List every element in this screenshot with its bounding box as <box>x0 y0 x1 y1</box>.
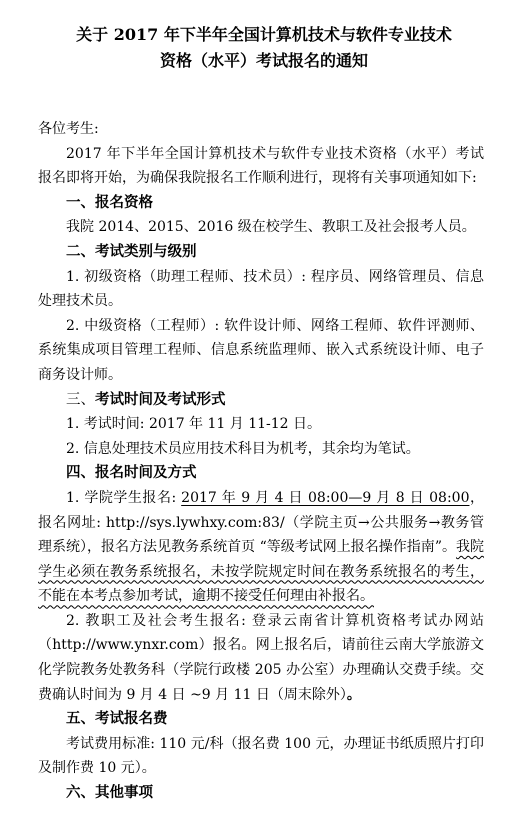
section-2-heading: 二、考试类别与级别 <box>66 242 197 260</box>
section-3-heading <box>38 388 484 413</box>
section-1-text: 我院 2014、2015、2016 级在校学生、教职工及社会报考人员。 <box>66 219 476 236</box>
section-4-item-2-main: 2. 教职工及社会考生报名: 登录云南省计算机资格考试办网站（http://www.ynxr.com）报名。网上报名后，请前往云南大学旅游文化学院教务处教务科（学院行政楼 205 办公室）办理确认交费手续。交费确认时间为 9 月 4 日 ~9 月 11 日（周末除外） <box>38 612 484 703</box>
section-2-item-2: 2. 中级资格（工程师）: 软件设计师、网络工程师、软件评测师、系统集成项目管理工程师、信息系统监理师、嵌入式系统设计师、电子商务设计师。 <box>38 317 484 383</box>
registration-warning: 我院学生必须在教务系统报名，未按学院规定时间在教务系统报名的考生，不能在本考点参加考试，逾期不接受任何理由补报名。 <box>38 539 485 605</box>
section-4-item-2-end: 。 <box>346 686 361 703</box>
section-4-item-1-rest: ，报名网址: http://sys.lywhxy.com:83/（学院主页→公共服务→教务管理系统），报名方法见教务系统首页 “等级考试网上报名操作指南”。 <box>38 489 485 556</box>
section-3-heading-prefix: 三、 <box>66 391 95 408</box>
section-2-item-1: 1. 初级资格（助理工程师、技术员）: 程序员、网络管理员、信息处理技术员。 <box>38 268 484 310</box>
section-4-heading: 四、报名时间及方式 <box>66 464 197 482</box>
section-3-heading-main: 考试时间及考试形式 <box>95 390 226 408</box>
intro-paragraph: 2017 年下半年全国计算机技术与软件专业技术资格（水平）考试报名即将开始，为确保我院报名工作顺利进行，现将有关事项通知如下: <box>38 145 484 187</box>
section-5-heading: 五、考试报名费 <box>66 710 168 728</box>
section-4-item-2 <box>38 609 484 707</box>
section-1-heading: 一、报名资格 <box>66 193 153 211</box>
section-3-item-2: 2. 信息处理技术员应用技术科目为机考，其余均为笔试。 <box>66 440 420 457</box>
notice-title-line-2: 资格（水平）考试报名的通知 <box>159 51 368 70</box>
section-5-text: 考试费用标准: 110 元/科（报名费 100 元，办理证书纸质照片打印及制作费 10 元）。 <box>38 735 484 777</box>
section-3-item-1: 1. 考试时间: 2017 年 11 月 11-12 日。 <box>66 416 322 433</box>
section-6-heading: 六、其他事项 <box>66 784 153 802</box>
registration-date-range: 2017 年 9 月 4 日 08:00—9 月 8 日 08:00 <box>181 489 470 506</box>
salutation: 各位考生: <box>38 121 99 137</box>
notice-title <box>38 22 484 74</box>
section-4-item-1 <box>38 486 484 609</box>
section-4-item-1-prefix: 1. 学院学生报名: <box>66 489 182 506</box>
notice-body <box>38 117 484 806</box>
notice-title-line-1: 关于 2017 年下半年全国计算机技术与软件专业技术 <box>76 25 452 44</box>
